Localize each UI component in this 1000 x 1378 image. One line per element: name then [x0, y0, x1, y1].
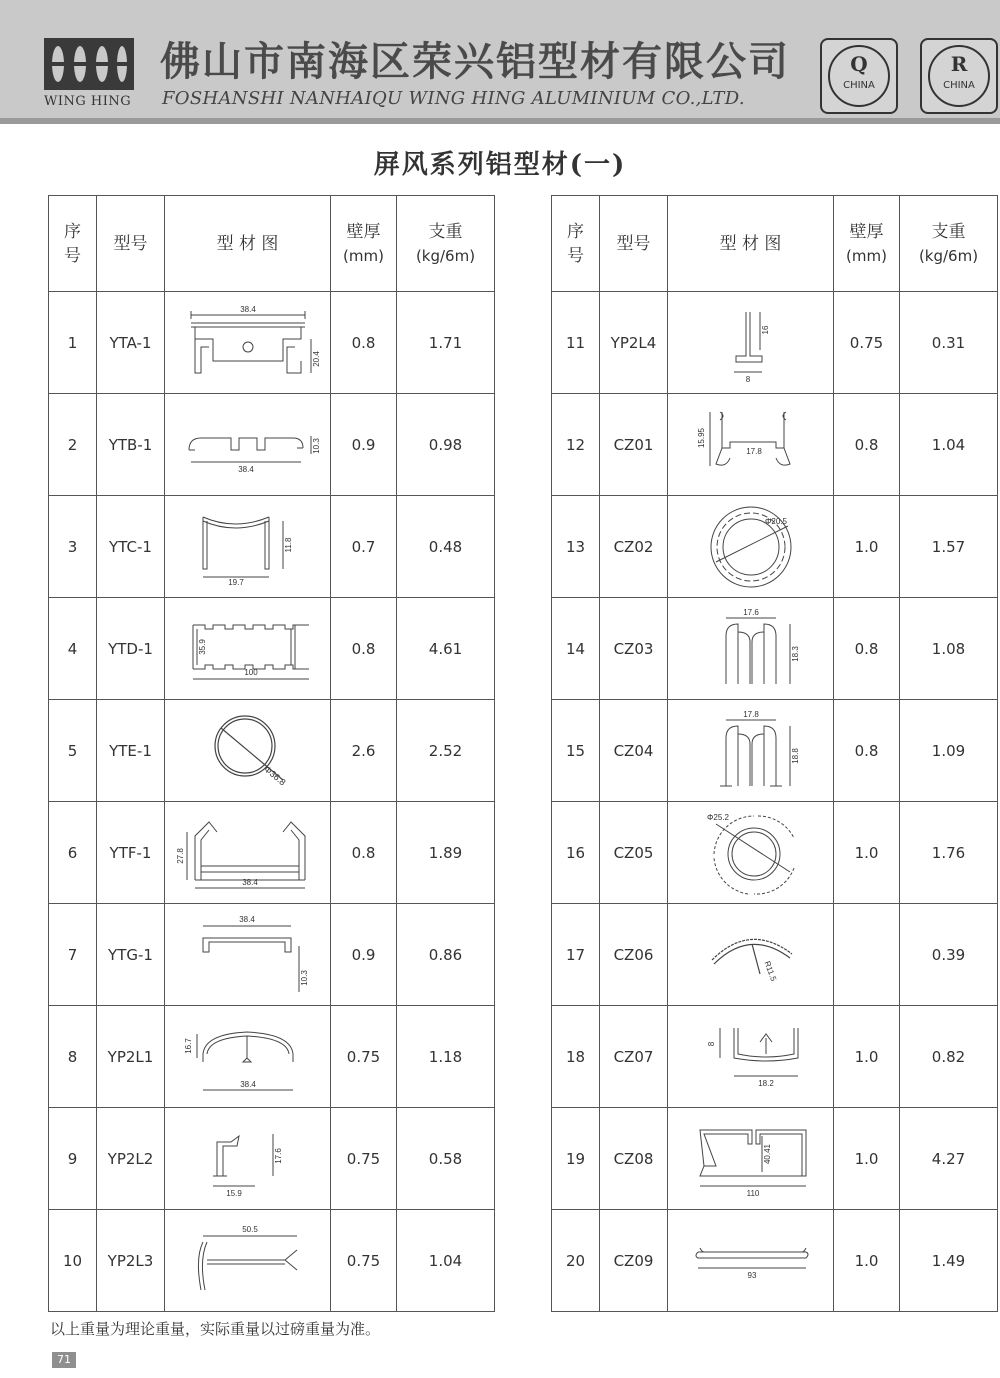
profile-drawing-ytg1: [173, 912, 323, 998]
dim-label: 27.8: [175, 847, 185, 864]
registration-cert-badge: [920, 38, 998, 114]
table-row: [552, 292, 998, 394]
col-model: 型号: [97, 196, 165, 292]
weight-footnote: 以上重量为理论重量，实际重量以过磅重量为准。: [50, 1320, 381, 1338]
dim-label: 16.7: [183, 1037, 193, 1054]
seq-cell: 9: [49, 1108, 97, 1210]
weight-cell: 1.08: [900, 598, 998, 700]
dim-label: R11.5: [762, 959, 778, 982]
cert-sub: CHINA: [843, 80, 875, 91]
model-cell: CZ08: [600, 1108, 668, 1210]
profile-drawing-yp2l1: [173, 1014, 323, 1100]
weight-cell: 4.61: [397, 598, 495, 700]
dim-label: 93: [747, 1270, 756, 1280]
dim-label: 17.6: [742, 607, 759, 617]
model-cell: YTD-1: [97, 598, 165, 700]
col-thickness: 壁厚 (mm): [834, 196, 900, 292]
weight-cell: 0.48: [397, 496, 495, 598]
cert-sub: CHINA: [943, 80, 975, 91]
logo-text: WING HING: [44, 94, 132, 109]
weight-cell: 1.04: [397, 1210, 495, 1312]
model-cell: YP2L1: [97, 1006, 165, 1108]
profile-drawing-yta1: [173, 303, 323, 383]
thickness-cell: 1.0: [834, 1006, 900, 1108]
profile-drawing-ytd1: [173, 609, 323, 689]
seq-cell: 4: [49, 598, 97, 700]
dim-label: 11.8: [283, 537, 293, 552]
seq-cell: 2: [49, 394, 97, 496]
dim-label: Φ36.8: [261, 763, 288, 787]
weight-cell: 1.57: [900, 496, 998, 598]
dim-label: 18.3: [790, 645, 800, 662]
table-row: [49, 1210, 495, 1312]
drawing-cell: [668, 802, 834, 904]
weight-cell: 0.98: [397, 394, 495, 496]
table-row: [49, 1108, 495, 1210]
quality-cert-badge: [820, 38, 898, 114]
seq-cell: 20: [552, 1210, 600, 1312]
weight-cell: 1.09: [900, 700, 998, 802]
col-drawing: 型 材 图: [668, 196, 834, 292]
table-header-row: [552, 196, 998, 292]
profile-drawing-cz06: [676, 912, 826, 998]
profile-drawing-yte1: [173, 708, 323, 794]
table-row: [552, 1006, 998, 1108]
model-cell: CZ02: [600, 496, 668, 598]
table-row: [49, 700, 495, 802]
table-row: [552, 700, 998, 802]
profile-drawing-ytc1: [173, 507, 323, 587]
model-cell: YP2L2: [97, 1108, 165, 1210]
seq-cell: 17: [552, 904, 600, 1006]
drawing-cell: [668, 700, 834, 802]
drawing-cell: [668, 904, 834, 1006]
thickness-cell: 0.75: [331, 1006, 397, 1108]
dim-label: 10.3: [299, 969, 309, 986]
dim-label: 35.9: [197, 638, 207, 655]
dim-label: Φ25.2: [706, 812, 729, 822]
model-cell: YTF-1: [97, 802, 165, 904]
thickness-cell: 1.0: [834, 1210, 900, 1312]
dim-label: 18.8: [790, 747, 800, 764]
header-divider: [0, 118, 1000, 124]
model-cell: CZ01: [600, 394, 668, 496]
seq-cell: 19: [552, 1108, 600, 1210]
drawing-cell: [668, 1210, 834, 1312]
thickness-cell: 0.8: [331, 292, 397, 394]
seq-cell: 7: [49, 904, 97, 1006]
table-row: [552, 904, 998, 1006]
thickness-cell: 0.75: [331, 1108, 397, 1210]
drawing-cell: [668, 1006, 834, 1108]
weight-cell: 1.04: [900, 394, 998, 496]
cert-letter: Q: [850, 52, 868, 76]
profile-drawing-cz04: [676, 708, 826, 794]
table-row: [49, 904, 495, 1006]
page-header: [0, 0, 1000, 122]
model-cell: YTG-1: [97, 904, 165, 1006]
seq-cell: 16: [552, 802, 600, 904]
dim-label: 10.3: [311, 437, 321, 454]
weight-cell: 1.89: [397, 802, 495, 904]
thickness-cell: [834, 904, 900, 1006]
drawing-cell: [165, 1210, 331, 1312]
table-row: [49, 1006, 495, 1108]
seq-cell: 5: [49, 700, 97, 802]
table-row: [552, 598, 998, 700]
profile-drawing-cz05: [676, 808, 826, 898]
drawing-cell: [165, 598, 331, 700]
thickness-cell: 0.8: [834, 394, 900, 496]
model-cell: YP2L4: [600, 292, 668, 394]
dim-label: 50.5: [241, 1224, 258, 1234]
table-row: [49, 292, 495, 394]
table-row: [49, 802, 495, 904]
thickness-cell: 0.9: [331, 904, 397, 1006]
dim-label: 110: [746, 1188, 759, 1198]
drawing-cell: [165, 496, 331, 598]
thickness-cell: 0.75: [331, 1210, 397, 1312]
seq-cell: 6: [49, 802, 97, 904]
col-weight: 支重 (kg/6m): [397, 196, 495, 292]
thickness-cell: 0.8: [834, 598, 900, 700]
dim-label: 16: [760, 325, 770, 334]
weight-cell: 0.86: [397, 904, 495, 1006]
model-cell: CZ03: [600, 598, 668, 700]
thickness-cell: 1.0: [834, 802, 900, 904]
spec-table-right: [551, 195, 998, 1312]
dim-label: 8: [745, 374, 750, 384]
thickness-cell: 0.7: [331, 496, 397, 598]
profile-drawing-ytf1: [173, 810, 323, 896]
dim-label: 17.6: [273, 1147, 283, 1164]
drawing-cell: [668, 292, 834, 394]
profile-drawing-ytb1: [173, 410, 323, 480]
seq-cell: 11: [552, 292, 600, 394]
weight-cell: 0.58: [397, 1108, 495, 1210]
profile-drawing-yp2l4: [676, 300, 826, 386]
weight-cell: 1.71: [397, 292, 495, 394]
col-seq: 序号: [552, 196, 600, 292]
dim-label: 18.2: [757, 1078, 774, 1088]
weight-cell: 4.27: [900, 1108, 998, 1210]
table-row: [552, 1210, 998, 1312]
drawing-cell: [668, 598, 834, 700]
drawing-cell: [668, 1108, 834, 1210]
company-name-chinese: 佛山市南海区荣兴铝型材有限公司: [160, 38, 790, 85]
thickness-cell: 0.75: [834, 292, 900, 394]
seq-cell: 3: [49, 496, 97, 598]
model-cell: YP2L3: [97, 1210, 165, 1312]
dim-label: 20.4: [311, 350, 321, 367]
drawing-cell: [165, 1108, 331, 1210]
dim-label: 38.4: [239, 304, 256, 314]
thickness-cell: 1.0: [834, 1108, 900, 1210]
model-cell: YTC-1: [97, 496, 165, 598]
col-weight: 支重 (kg/6m): [900, 196, 998, 292]
dim-label: 8: [706, 1041, 716, 1046]
table-header-row: [49, 196, 495, 292]
table-row: [552, 394, 998, 496]
thickness-cell: 0.9: [331, 394, 397, 496]
seq-cell: 12: [552, 394, 600, 496]
table-row: [552, 802, 998, 904]
model-cell: YTB-1: [97, 394, 165, 496]
thickness-cell: 1.0: [834, 496, 900, 598]
thickness-cell: 0.8: [331, 802, 397, 904]
seq-cell: 10: [49, 1210, 97, 1312]
dim-label: 15.95: [696, 427, 706, 448]
dim-label: 100: [243, 667, 258, 677]
model-cell: YTE-1: [97, 700, 165, 802]
weight-cell: 1.18: [397, 1006, 495, 1108]
drawing-cell: [668, 394, 834, 496]
model-cell: CZ09: [600, 1210, 668, 1312]
profile-drawing-yp2l3: [173, 1218, 323, 1304]
page-number: 71: [52, 1352, 76, 1368]
thickness-cell: 0.8: [834, 700, 900, 802]
thickness-cell: 2.6: [331, 700, 397, 802]
weight-cell: 1.76: [900, 802, 998, 904]
model-cell: CZ05: [600, 802, 668, 904]
dim-label: 38.4: [237, 464, 254, 474]
dim-label: 19.7: [227, 577, 244, 587]
model-cell: CZ04: [600, 700, 668, 802]
dim-label: 17.8: [745, 446, 762, 456]
seq-cell: 14: [552, 598, 600, 700]
table-row: [552, 496, 998, 598]
weight-cell: 0.39: [900, 904, 998, 1006]
drawing-cell: [668, 496, 834, 598]
table-row: [49, 598, 495, 700]
weight-cell: 0.31: [900, 292, 998, 394]
profile-drawing-cz09: [676, 1218, 826, 1304]
seq-cell: 1: [49, 292, 97, 394]
table-row: [49, 496, 495, 598]
wing-hing-logo: [44, 38, 134, 90]
profile-drawing-cz02: [676, 502, 826, 592]
weight-cell: 2.52: [397, 700, 495, 802]
drawing-cell: [165, 1006, 331, 1108]
profile-drawing-cz07: [676, 1014, 826, 1100]
weight-cell: 1.49: [900, 1210, 998, 1312]
spec-table-left: [48, 195, 495, 1312]
model-cell: YTA-1: [97, 292, 165, 394]
profile-drawing-yp2l2: [173, 1116, 323, 1202]
profile-drawing-cz03: [676, 606, 826, 692]
seq-cell: 15: [552, 700, 600, 802]
drawing-cell: [165, 394, 331, 496]
dim-label: 17.8: [742, 709, 759, 719]
profile-drawing-cz01: [676, 402, 826, 488]
model-cell: CZ07: [600, 1006, 668, 1108]
model-cell: CZ06: [600, 904, 668, 1006]
table-row: [49, 394, 495, 496]
dim-label: Φ20.5: [764, 516, 787, 526]
dim-label: 38.4: [239, 1079, 256, 1089]
profile-drawing-cz08: [676, 1116, 826, 1202]
seq-cell: 8: [49, 1006, 97, 1108]
dim-label: 40.41: [762, 1143, 772, 1164]
col-model: 型号: [600, 196, 668, 292]
col-drawing: 型 材 图: [165, 196, 331, 292]
page-title: 屏风系列铝型材(一): [373, 150, 627, 180]
drawing-cell: [165, 700, 331, 802]
cert-letter: R: [950, 52, 968, 76]
seq-cell: 18: [552, 1006, 600, 1108]
drawing-cell: [165, 802, 331, 904]
col-seq: 序号: [49, 196, 97, 292]
thickness-cell: 0.8: [331, 598, 397, 700]
dim-label: 38.4: [238, 914, 255, 924]
drawing-cell: [165, 904, 331, 1006]
company-name-english: FOSHANSHI NANHAIQU WING HING ALUMINIUM CO.,LTD.: [162, 88, 745, 109]
weight-cell: 0.82: [900, 1006, 998, 1108]
seq-cell: 13: [552, 496, 600, 598]
dim-label: 15.9: [225, 1188, 242, 1198]
drawing-cell: [165, 292, 331, 394]
col-thickness: 壁厚 (mm): [331, 196, 397, 292]
table-row: [552, 1108, 998, 1210]
dim-label: 38.4: [241, 877, 258, 887]
